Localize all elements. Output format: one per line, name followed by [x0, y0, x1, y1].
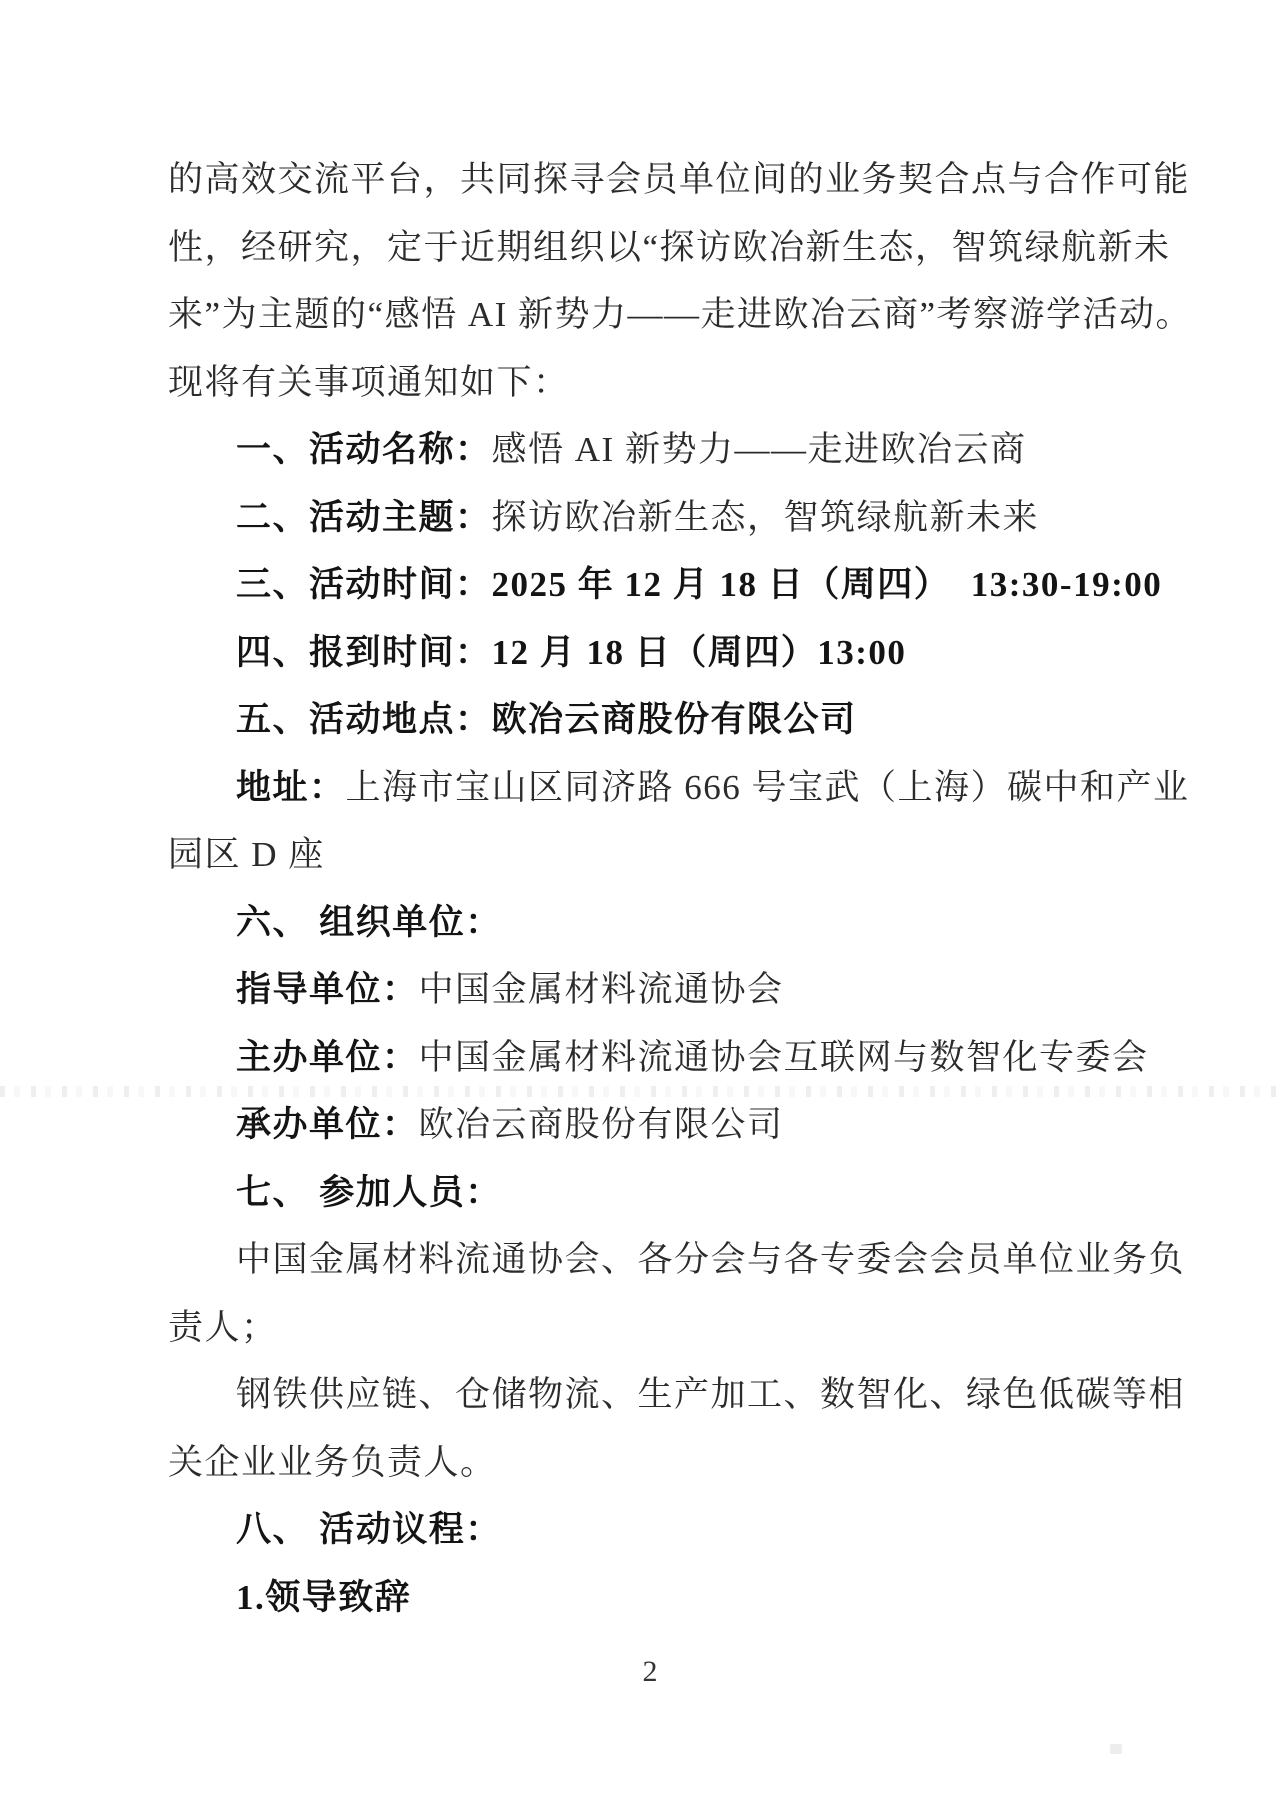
doc-line — [236, 1171, 502, 1215]
doc-line — [236, 428, 1026, 472]
text-run: 一、活动名称： — [236, 430, 492, 469]
doc-line — [236, 631, 906, 675]
text-run: 的高效交流平台，共同探寻会员单位间的业务契合点与合作可能 — [168, 160, 1191, 199]
text-run: 三、活动时间： — [236, 565, 492, 604]
text-run: 主办单位： — [236, 1037, 419, 1077]
text-run: 来”为主题的“感悟 AI 新势力——走进欧冶云商”考察游学活动。 — [168, 295, 1193, 334]
text-run: 八、 活动议程： — [236, 1510, 502, 1549]
doc-line — [236, 1238, 1185, 1282]
page-number: 2 — [642, 1655, 658, 1688]
text-run: 欧冶云商股份有限公司 — [491, 700, 857, 739]
doc-line — [236, 1508, 502, 1552]
text-run: 园区 D 座 — [168, 835, 325, 874]
text-run: 现将有关事项通知如下： — [168, 362, 570, 402]
doc-line — [236, 1036, 1149, 1080]
doc-line — [236, 901, 502, 945]
text-run: 中国金属材料流通协会、各分会与各专委会会员单位业务负 — [236, 1240, 1186, 1279]
text-run: 四、报到时间： — [236, 632, 492, 672]
doc-line — [236, 496, 1039, 540]
text-run: 探访欧冶新生态，智筑绿航新未来 — [491, 497, 1040, 537]
doc-line — [236, 563, 1162, 607]
text-run: 承办单位： — [236, 1105, 419, 1144]
scan-artifact-band — [0, 1086, 1280, 1097]
text-run: 指导单位： — [236, 970, 419, 1009]
text-run: 中国金属材料流通协会互联网与数智化专委会 — [418, 1037, 1149, 1077]
doc-line — [236, 766, 1190, 810]
text-run: 七、 参加人员： — [236, 1172, 502, 1212]
text-run: 关企业业务负责人。 — [168, 1442, 497, 1482]
text-run: 1.领导致辞 — [236, 1577, 412, 1617]
doc-line — [168, 226, 1171, 270]
doc-line — [168, 833, 325, 877]
doc-line — [236, 698, 857, 742]
doc-line — [236, 1576, 411, 1620]
text-run: 性，经研究，定于近期组织以“探访欧冶新生态，智筑绿航新未 — [168, 227, 1171, 267]
text-run: 五、活动地点： — [236, 700, 492, 739]
text-run: 责人； — [168, 1307, 278, 1347]
text-run: 二、活动主题： — [236, 497, 492, 537]
text-run: 上海市宝山区同济路 666 号宝武（上海）碳中和产业 — [345, 767, 1190, 807]
doc-line — [168, 1441, 497, 1485]
text-run: 六、 组织单位： — [236, 902, 502, 942]
text-run: 感悟 AI 新势力——走进欧冶云商 — [491, 430, 1027, 469]
doc-line — [236, 1103, 784, 1147]
doc-line — [236, 968, 784, 1012]
text-run: 欧冶云商股份有限公司 — [418, 1105, 784, 1144]
doc-line — [236, 1373, 1185, 1417]
text-run: 2025 年 12 月 18 日（周四） 13:30-19:00 — [491, 565, 1163, 604]
text-run: 地址： — [236, 767, 346, 807]
text-run: 12 月 18 日（周四）13:00 — [491, 632, 907, 672]
text-run: 中国金属材料流通协会 — [418, 970, 784, 1009]
doc-line — [168, 158, 1190, 202]
doc-line — [168, 1306, 278, 1350]
scan-artifact-dot — [1110, 1744, 1122, 1754]
doc-line — [168, 293, 1192, 337]
text-run: 钢铁供应链、仓储物流、生产加工、数智化、绿色低碳等相 — [236, 1375, 1186, 1414]
doc-line — [168, 361, 570, 405]
